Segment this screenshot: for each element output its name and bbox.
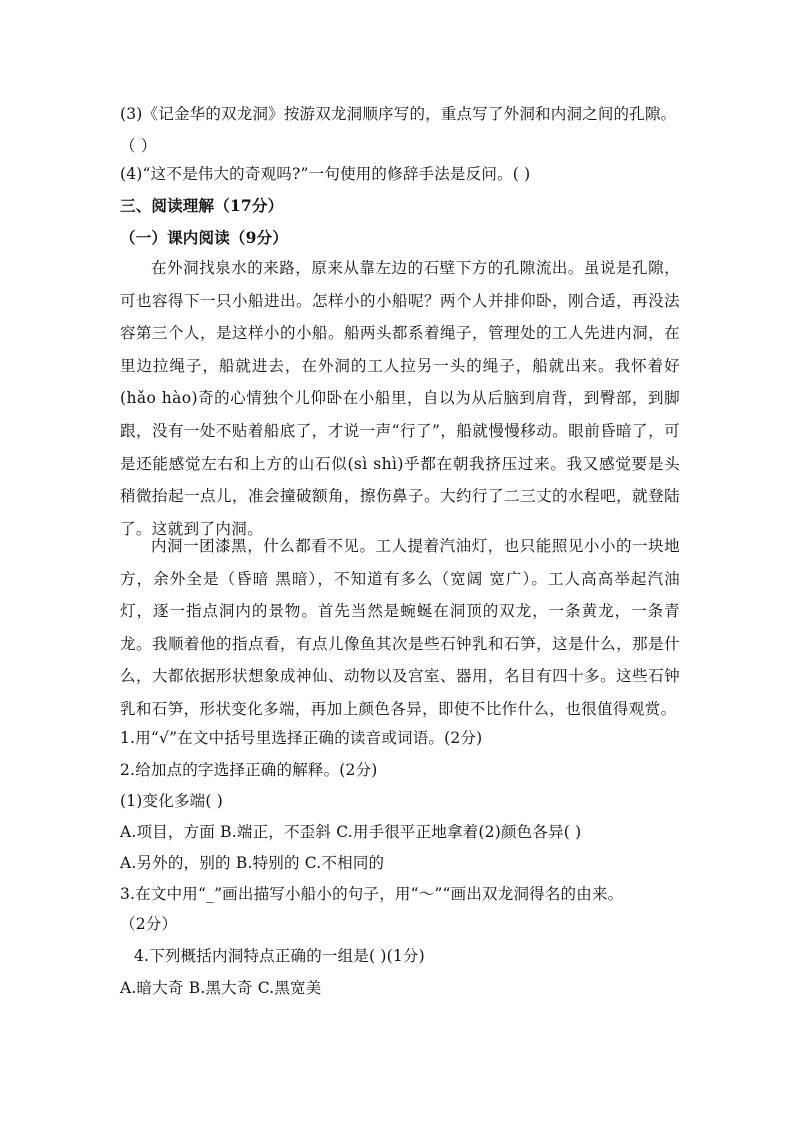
passage-paragraph-2: 内洞一团漆黑，什么都看不见。工人提着汽油灯，也只能照见小小的一块地方，余外全是（昏暗 黑暗），不知道有多么（宽阔 宽广）。工人高高举起汽油灯，逐一指点洞内的景物。首先当然是蜿蜒在洞顶的双龙，一条黄龙，一条青龙。我顺着他的指点看，有点儿像鱼其次是些石钟乳和石笋，这是什么，那是什么，大都依据形状想象成神仙、动物以及宫室、器用，名目有四十多。这些石钟乳和石笋，形状变化多端，再加上颜色各异，即使不比作什么，也很值得观赏。 [120,537,680,718]
question-3: (3)《记金华的双龙洞》按游双龙洞顺序写的，重点写了外洞和内洞之间的孔隙。 [120,105,677,123]
exercise-2-item-1: (1)变化多端( ) [120,792,223,810]
exercise-4: 4.下列概括内洞特点正确的一组是( )(1分) [134,947,425,965]
subsection-title-inclass-reading: （一）课内阅读（9分） [120,228,288,247]
exercise-3-score: （2分） [120,915,178,933]
passage-paragraph-1: 在外洞找泉水的来路，原来从靠左边的石壁下方的孔隙流出。虽说是孔隙，可也容得下一只小船进出。怎样小的小船呢？两个人并排仰卧，刚合适，再没法容第三个人，是这样小的小船。船两头都系着绳子，管理处的工人先进内洞，在里边拉绳子，船就进去，在外洞的工人拉另一头的绳子，船就出来。我怀着好(hǎo hào)奇的心情独个儿仰卧在小船里，自以为从后脑到肩背，到臀部，到脚跟，没有一处不贴着船底了，才说一声“行了”，船就慢慢移动。眼前昏暗了，可是还能感觉左右和上方的山石似(sì shì)乎都在朝我挤压过来。我又感觉要是头稍微抬起一点儿，准会撞破额角，擦伤鼻子。大约行了二三丈的水程吧，就登陆了。这就到了内洞。 [120,259,680,538]
exercise-2: 2.给加点的字选择正确的解释。(2分) [120,761,378,779]
exercise-2-item-1-options: A.项目，方面 B.端正，不歪斜 C.用手很平正地拿着(2)颜色各异( ) [120,823,582,841]
exercise-3: 3.在文中用“_”画出描写小船小的句子，用“～”“画出双龙洞得名的由来。 [120,885,624,903]
exercise-4-options: A.暗大奇 B.黑大奇 C.黑宽美 [120,979,322,997]
exercise-1: 1.用“√”在文中括号里选择正确的读音或词语。(2分) [120,729,483,747]
section-title-reading: 三、阅读理解（17分） [120,196,284,215]
exercise-2-item-2-options: A.另外的，别的 B.特别的 C.不相同的 [120,854,385,872]
question-4: (4)“这不是伟大的奇观吗?”一句使用的修辞手法是反问。( ) [120,165,531,183]
question-3-answer-paren: （ ） [120,137,157,155]
